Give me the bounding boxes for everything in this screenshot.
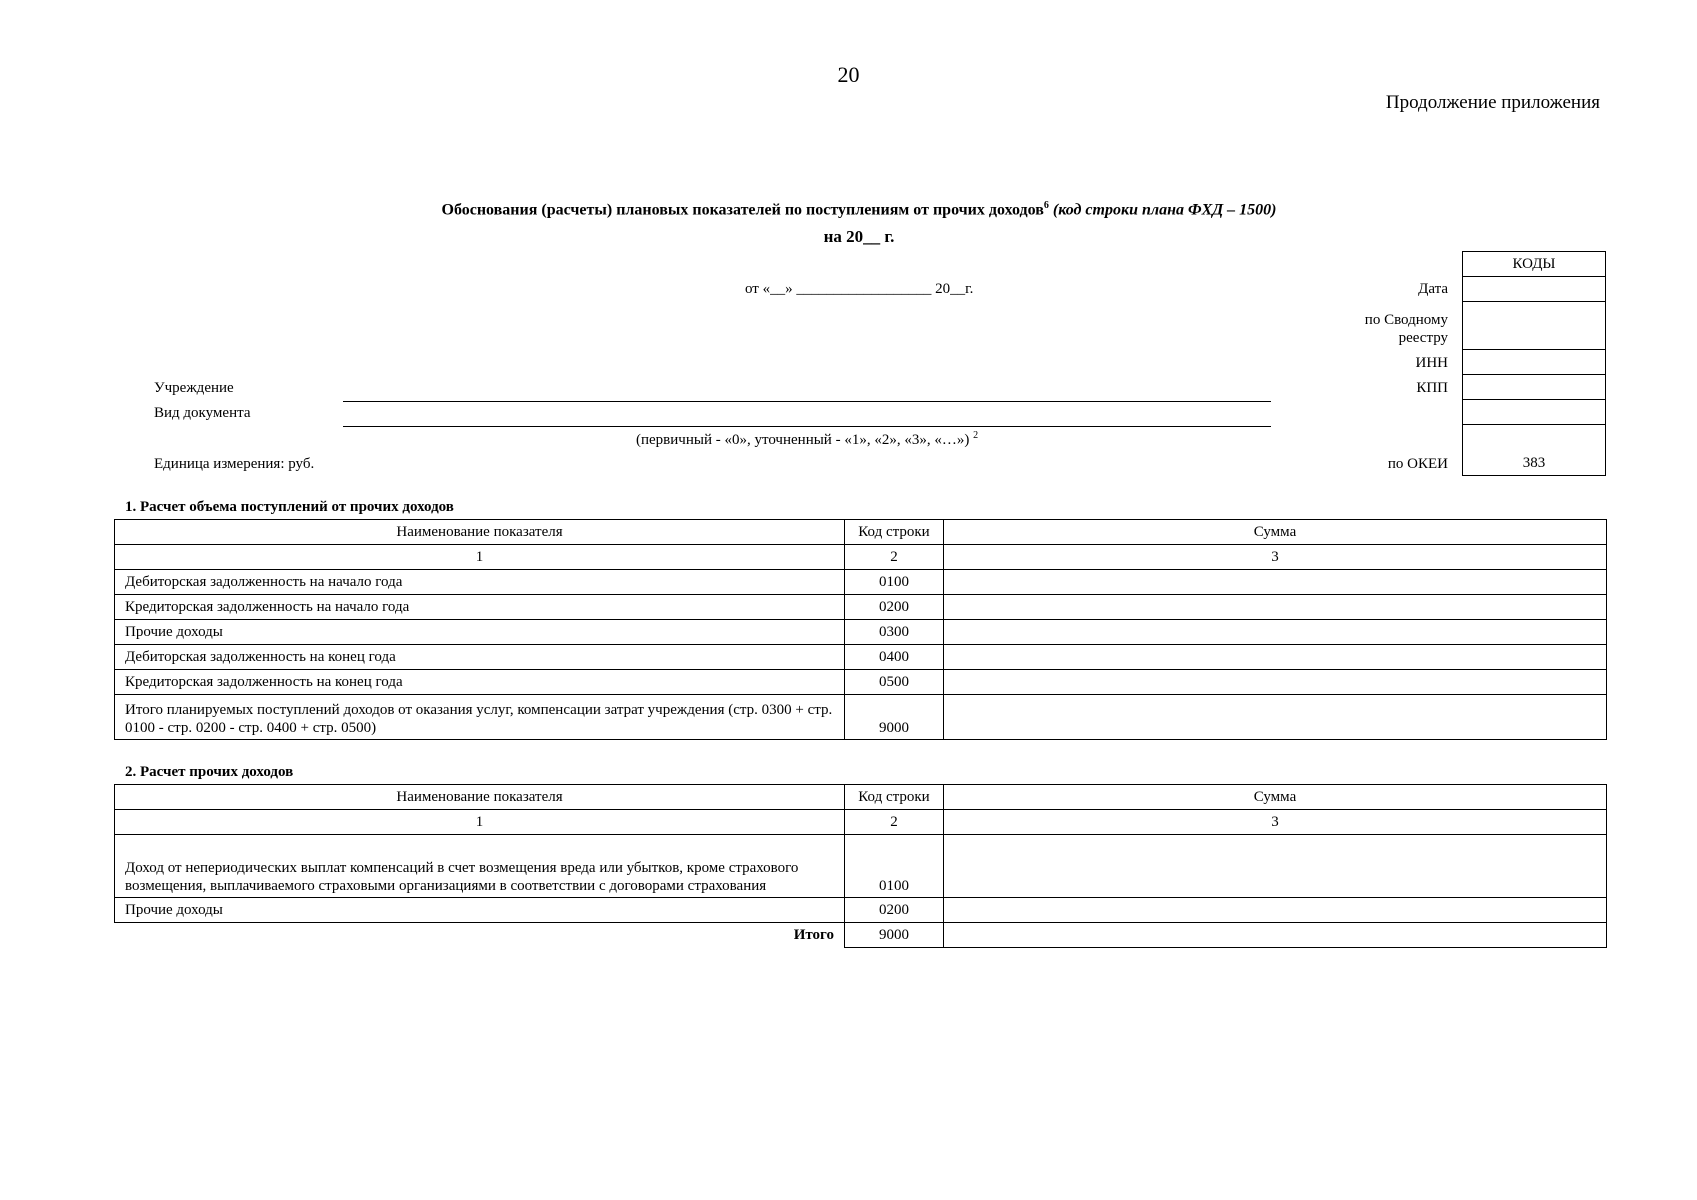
row-name: Прочие доходы (115, 898, 845, 923)
continuation-label: Продолжение приложения (1385, 92, 1600, 113)
row-name: Прочие доходы (115, 620, 845, 645)
doc-type-hint (636, 430, 978, 449)
codes-header: КОДЫ (1463, 252, 1606, 277)
table-row (115, 595, 1607, 620)
inn-label: ИНН (1415, 355, 1448, 371)
doc-type-field-line[interactable] (343, 426, 1271, 427)
row-code: 0200 (845, 898, 944, 923)
date-line: от «__» __________________ 20__г. (745, 281, 974, 297)
okei-code-cell: 383 (1463, 425, 1606, 476)
unit-label: Единица измерения: руб. (154, 456, 315, 472)
column-number-row (115, 545, 1607, 570)
doc-type-hint-text: (первичный - «0», уточненный - «1», «2», «3», «…») (636, 432, 970, 448)
table-row (115, 645, 1607, 670)
row-sum[interactable] (944, 695, 1607, 740)
kpp-label: КПП (1416, 380, 1448, 396)
registry-label-1: по Сводному (1364, 312, 1448, 328)
column-header: Сумма (944, 520, 1607, 545)
row-sum[interactable] (944, 670, 1607, 695)
row-code: 0100 (845, 835, 944, 898)
column-header: Код строки (845, 785, 944, 810)
row-code: 0300 (845, 620, 944, 645)
column-number: 1 (115, 810, 845, 835)
table-row-total (115, 695, 1607, 740)
column-header: Сумма (944, 785, 1607, 810)
table-header-row (115, 785, 1607, 810)
row-name: Дебиторская задолженность на начало года (115, 570, 845, 595)
okei-label: по ОКЕИ (1387, 456, 1448, 472)
row-name: Кредиторская задолженность на конец года (115, 670, 845, 695)
table-row (115, 898, 1607, 923)
column-header: Код строки (845, 520, 944, 545)
total-sum[interactable] (944, 923, 1607, 948)
title-footnote: 6 (1043, 200, 1049, 211)
row-name: Дебиторская задолженность на конец года (115, 645, 845, 670)
column-header: Наименование показателя (115, 520, 845, 545)
row-code: 9000 (845, 695, 944, 740)
column-number: 2 (845, 810, 944, 835)
kpp-code-cell[interactable] (1463, 375, 1606, 400)
row-name: Итого планируемых поступлений доходов от оказания услуг, компенсации затрат учреждения (стр. 0300 + стр. 0100 - стр. 0200 - стр. 0400 + стр. 0500) (115, 695, 845, 740)
column-number: 3 (944, 810, 1607, 835)
doc-type-label: Вид документа (154, 405, 251, 421)
inn-code-cell[interactable] (1463, 350, 1606, 375)
row-code: 0100 (845, 570, 944, 595)
codes-box (1462, 251, 1606, 476)
section2-table (114, 784, 1607, 948)
row-sum[interactable] (944, 835, 1607, 898)
doc-type-code-cell[interactable] (1463, 400, 1606, 425)
row-name: Доход от непериодических выплат компенсаций в счет возмещения вреда или убытков, кроме страхового возмещения, выплачиваемого страховыми организациями в соответствии с договорами страхования (115, 835, 845, 898)
column-number: 3 (944, 545, 1607, 570)
section1-table (114, 519, 1607, 740)
institution-label: Учреждение (154, 380, 234, 396)
title-main: Обоснования (расчеты) плановых показателей по поступлениям от прочих доходов (441, 201, 1044, 219)
section2-title: 2. Расчет прочих доходов (125, 764, 294, 780)
table-row (115, 835, 1607, 898)
registry-label-2: реестру (1398, 330, 1448, 346)
doc-type-hint-note: 2 (973, 430, 979, 441)
table-row (115, 570, 1607, 595)
row-sum[interactable] (944, 595, 1607, 620)
row-name: Кредиторская задолженность на начало года (115, 595, 845, 620)
row-sum[interactable] (944, 570, 1607, 595)
row-code: 0400 (845, 645, 944, 670)
column-header: Наименование показателя (115, 785, 845, 810)
table-row-total (115, 923, 1607, 948)
row-sum[interactable] (944, 620, 1607, 645)
row-code: 0500 (845, 670, 944, 695)
table-row (115, 620, 1607, 645)
page-number: 20 (837, 62, 860, 87)
title-year: на 20__ г. (823, 227, 895, 246)
column-number-row (115, 810, 1607, 835)
title-italic: (код строки плана ФХД – 1500) (1048, 201, 1277, 219)
document-title (0, 200, 1697, 219)
row-sum[interactable] (944, 645, 1607, 670)
institution-field-line[interactable] (343, 401, 1271, 402)
section1-title: 1. Расчет объема поступлений от прочих доходов (125, 499, 454, 515)
total-label: Итого (793, 927, 834, 944)
date-label: Дата (1418, 281, 1448, 297)
column-number: 2 (845, 545, 944, 570)
row-sum[interactable] (944, 898, 1607, 923)
table-header-row (115, 520, 1607, 545)
column-number: 1 (115, 545, 845, 570)
date-code-cell[interactable] (1463, 277, 1606, 302)
row-code: 0200 (845, 595, 944, 620)
registry-code-cell[interactable] (1463, 302, 1606, 350)
table-row (115, 670, 1607, 695)
total-code: 9000 (845, 923, 944, 948)
